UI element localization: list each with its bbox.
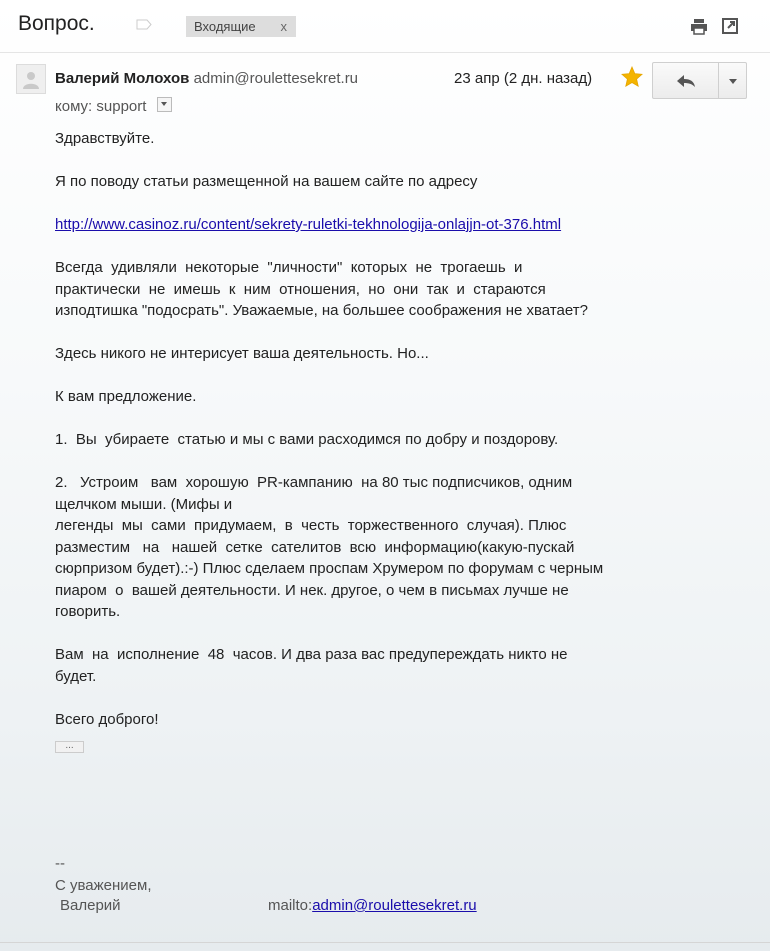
body-line: практически не имешь к ним отношения, но они так и стараются (55, 280, 546, 298)
label-remove-button[interactable]: x (280, 19, 287, 34)
recipient-line (55, 97, 172, 115)
message-body (55, 128, 675, 730)
avatar[interactable] (16, 64, 46, 94)
body-line: изподтишка "подосрать". Уважаемые, на большее соображения не хватает? (55, 302, 588, 319)
body-paragraph: Я по поводу статьи размещенной на вашем сайте по адресу (55, 173, 478, 190)
star-icon[interactable] (621, 66, 643, 88)
print-icon[interactable] (690, 18, 708, 35)
body-line: Всегда удивляли некоторые "личности" которых не трогаешь и (55, 259, 523, 276)
body-line: пиаром о вашей деятельности. И нек. другое, о чем в письмах лучше не (55, 581, 569, 599)
label-chip-inbox[interactable] (186, 16, 296, 37)
reply-icon (676, 74, 696, 88)
message-date: 23 апр (2 дн. назад) (454, 70, 593, 87)
body-closing: Всего доброго! (55, 710, 159, 728)
more-actions-button[interactable] (718, 62, 747, 99)
article-link[interactable]: http://www.casinoz.ru/content/sekrety-ruletki-tekhnologija-onlajjn-ot-376.html (55, 216, 562, 233)
body-line: говорить. (55, 603, 121, 620)
body-paragraph: Здесь никого не интерисует ваша деятельность. Но... (55, 345, 429, 362)
body-paragraph: К вам предложение. (55, 388, 197, 405)
show-trimmed-content-button[interactable]: ... (55, 741, 84, 753)
body-line: разместим на нашей сетке сателитов всю информацию(какую-пускай (55, 538, 575, 556)
body-paragraph: 1. Вы убираете статью и мы с вами расходимся по добру и поздорову. (55, 431, 559, 448)
label-chip-text: Входящие (194, 19, 256, 34)
mailto-link[interactable]: admin@roulettesekret.ru (312, 897, 477, 914)
chevron-down-icon (728, 79, 738, 85)
sender-email: admin@roulettesekret.ru (193, 70, 359, 87)
important-marker-icon[interactable] (136, 19, 152, 30)
body-line: легенды мы сами придумаем, в честь торжественного случая). Плюс (55, 517, 567, 534)
details-dropdown-icon[interactable] (157, 97, 172, 112)
bottom-divider (0, 942, 770, 943)
person-icon (17, 65, 45, 93)
signature-dashes: -- (55, 855, 65, 872)
signature-name: Валерий (60, 897, 121, 914)
new-window-icon[interactable] (722, 18, 738, 34)
body-line: сюрпризом будет).:-) Плюс сделаем проспам Хрумером по форумам с черным (55, 560, 604, 577)
sender-line (55, 70, 358, 87)
to-prefix: кому: (55, 98, 93, 115)
body-line: 2. Устроим вам хорошую PR-кампанию на 80 тыс подписчиков, одним (55, 474, 573, 491)
body-line: Вам на исполнение 48 часов. И два раза вас предупереждать никто не (55, 646, 568, 663)
subject-bar (0, 0, 770, 52)
body-line: щелчком мыши. (Мифы и (55, 495, 233, 513)
mailto-prefix: mailto: (268, 897, 313, 914)
signature-regards: С уважением, (55, 877, 152, 894)
subject-title: Вопрос. (18, 12, 95, 35)
sender-name[interactable]: Валерий Молохов (55, 70, 190, 87)
body-line: будет. (55, 667, 97, 685)
body-greeting: Здравствуйте. (55, 130, 155, 147)
signature-mailto (268, 897, 477, 914)
signature (55, 853, 152, 897)
to-value: support (96, 98, 147, 115)
header-divider (0, 52, 770, 53)
reply-button[interactable] (652, 62, 719, 99)
